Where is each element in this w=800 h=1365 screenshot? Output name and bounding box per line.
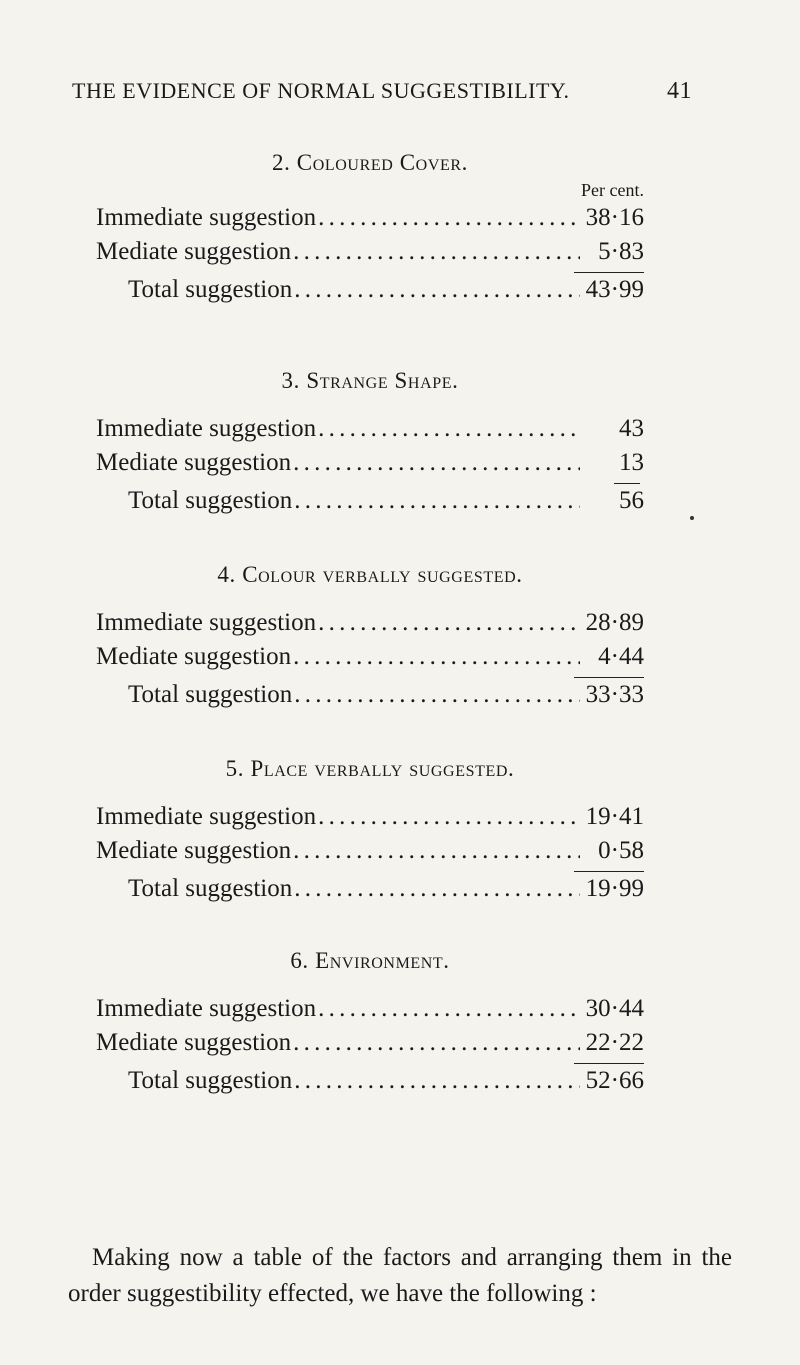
leader-dots [292, 484, 580, 518]
leader-dots [316, 606, 580, 640]
row-immediate [96, 800, 644, 834]
sum-rule [614, 483, 640, 484]
row-label: Total suggestion [128, 875, 293, 902]
section-environment [96, 948, 644, 1098]
unit-label: Per cent. [581, 180, 644, 200]
leader-dots [291, 640, 580, 674]
row-mediate [96, 1026, 644, 1060]
row-label: Immediate suggestion [96, 803, 317, 830]
row-label: Total suggestion [128, 681, 293, 708]
leader-dots [292, 1064, 580, 1098]
leader-dots [292, 872, 580, 906]
row-immediate [96, 201, 644, 235]
row-total [96, 1064, 644, 1098]
row-value: 5·83 [598, 238, 644, 265]
row-value: 19·41 [585, 803, 644, 830]
row-value: 0·58 [598, 837, 644, 864]
row-mediate [96, 446, 644, 480]
row-immediate [96, 412, 644, 446]
row-mediate [96, 235, 644, 269]
section-place-verbally [96, 756, 644, 906]
row-label: Immediate suggestion [96, 609, 317, 636]
leader-dots [316, 992, 580, 1026]
sum-rule [574, 871, 644, 872]
sum-rule [574, 272, 644, 273]
paragraph-text: Making now a table of the factors and arranging them in the order suggestibility effected, we have the following : [68, 1244, 732, 1307]
row-value: 33·33 [585, 681, 644, 708]
row-label: Mediate suggestion [96, 643, 292, 670]
section-strange-shape [96, 368, 644, 518]
body-paragraph [68, 1240, 732, 1312]
row-label: Total suggestion [128, 1067, 293, 1094]
sum-rule [574, 1063, 644, 1064]
ink-speck [690, 516, 694, 520]
page-number: 41 [667, 78, 692, 104]
sum-rule [574, 677, 644, 678]
row-value: 43·99 [585, 276, 644, 303]
row-immediate [96, 606, 644, 640]
row-label: Mediate suggestion [96, 238, 292, 265]
leader-dots [292, 273, 580, 307]
row-value: 30·44 [585, 995, 644, 1022]
row-value: 22·22 [585, 1029, 644, 1056]
leader-dots [292, 678, 580, 712]
row-label: Immediate suggestion [96, 415, 317, 442]
row-mediate [96, 834, 644, 868]
running-header [72, 78, 692, 104]
row-label: Mediate suggestion [96, 837, 292, 864]
section-title: 4. Colour verbally suggested. [217, 562, 523, 587]
leader-dots [291, 834, 580, 868]
section-colour-verbally [96, 562, 644, 712]
running-title: THE EVIDENCE OF NORMAL SUGGESTIBILITY. [72, 78, 570, 103]
leader-dots [316, 800, 580, 834]
row-total [96, 872, 644, 906]
row-value: 52·66 [585, 1067, 644, 1094]
row-label: Total suggestion [128, 487, 293, 514]
row-value: 28·89 [585, 609, 644, 636]
section-title: 5. Place verbally suggested. [225, 756, 515, 781]
leader-dots [316, 412, 580, 446]
leader-dots [291, 446, 580, 480]
row-immediate [96, 992, 644, 1026]
leader-dots [316, 201, 580, 235]
row-label: Mediate suggestion [96, 449, 292, 476]
section-title: 2. Coloured Cover. [272, 150, 468, 175]
row-total [96, 484, 644, 518]
leader-dots [291, 1026, 580, 1060]
section-title: 3. Strange Shape. [281, 368, 459, 393]
row-label: Total suggestion [128, 276, 293, 303]
row-value: 56 [619, 487, 644, 514]
row-value: 19·99 [585, 875, 644, 902]
row-total [96, 273, 644, 307]
row-label: Mediate suggestion [96, 1029, 292, 1056]
leader-dots [291, 235, 580, 269]
section-title: 6. Environment. [290, 948, 450, 973]
section-coloured-cover [96, 150, 644, 307]
row-label: Immediate suggestion [96, 204, 317, 231]
row-value: 13 [619, 449, 644, 476]
row-value: 38·16 [585, 204, 644, 231]
row-label: Immediate suggestion [96, 995, 317, 1022]
row-mediate [96, 640, 644, 674]
row-total [96, 678, 644, 712]
row-value: 43 [619, 415, 644, 442]
row-value: 4·44 [598, 643, 644, 670]
